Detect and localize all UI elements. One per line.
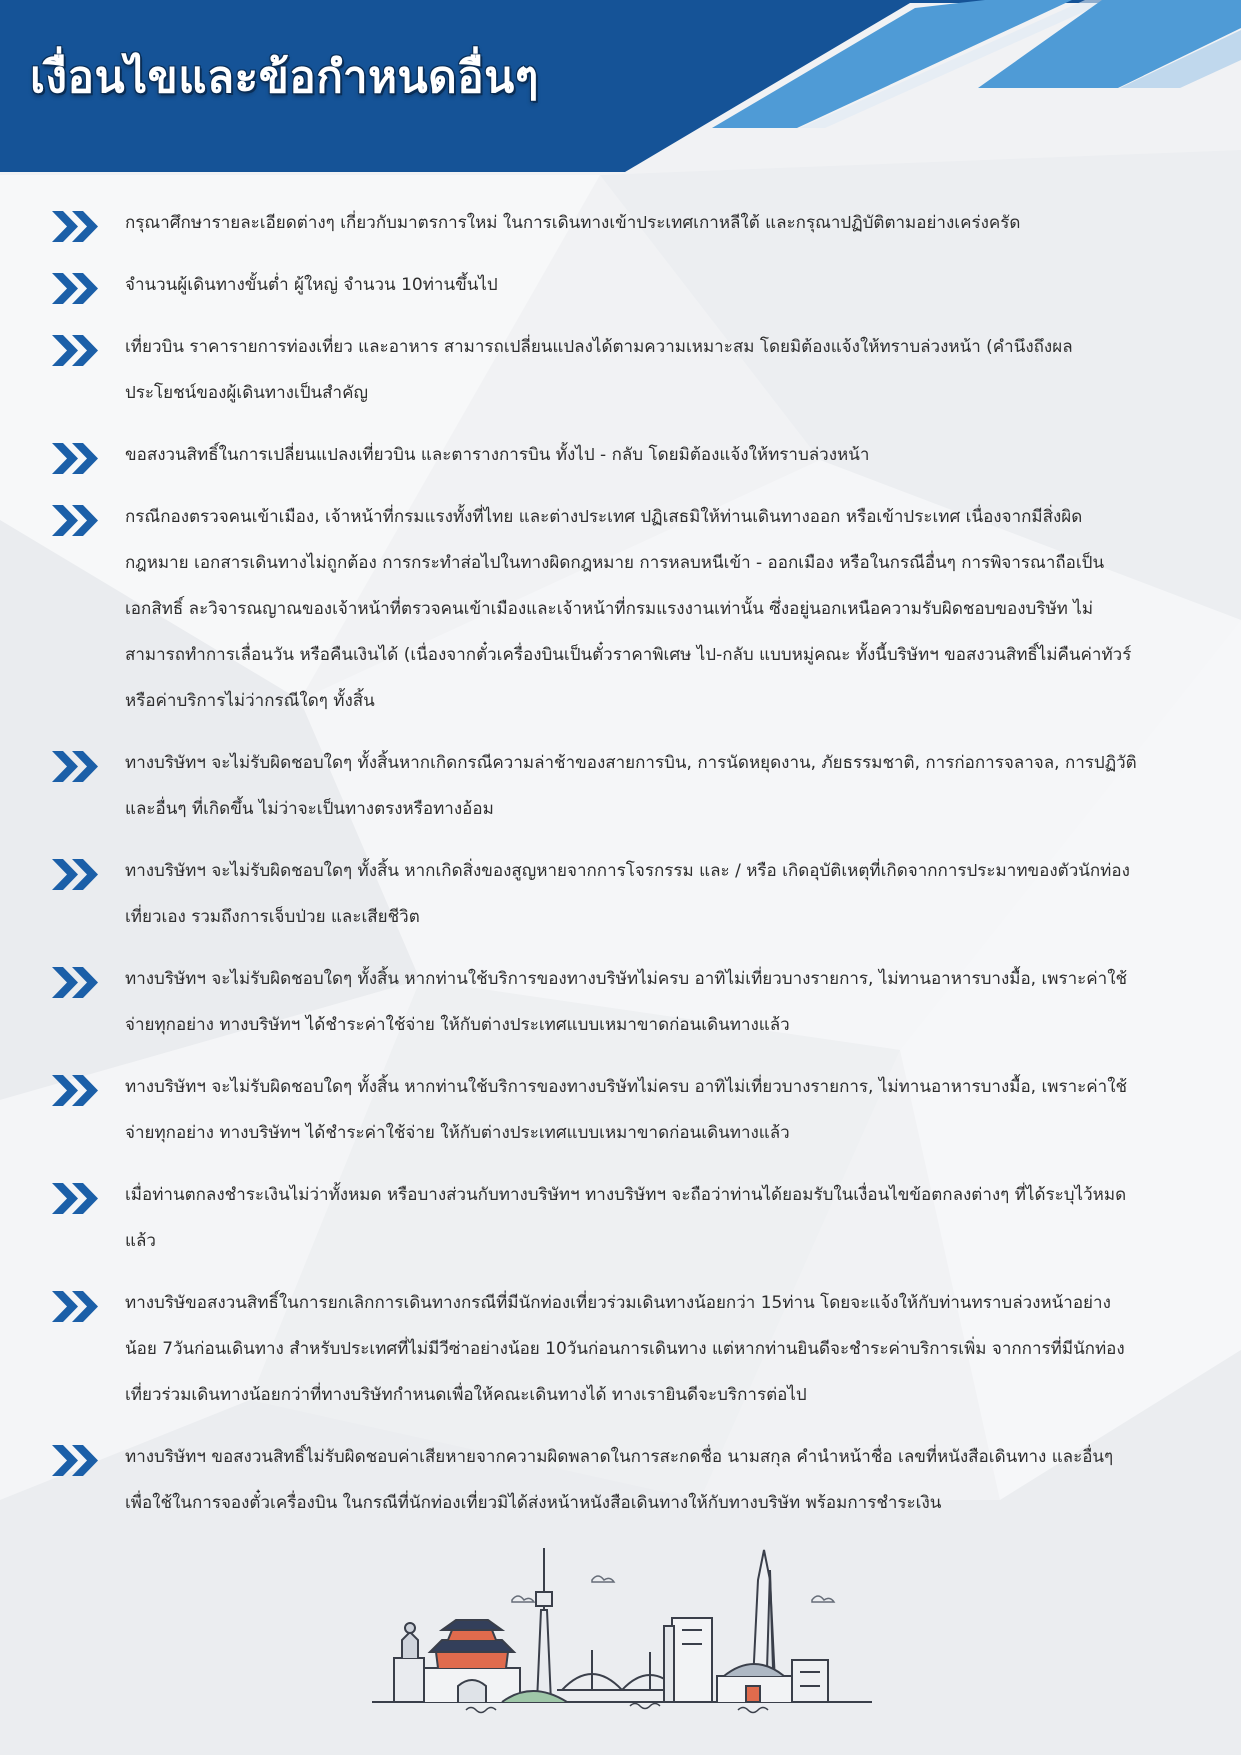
double-chevron-right-icon	[52, 1075, 98, 1106]
term-item	[52, 324, 1142, 416]
term-item	[52, 262, 1142, 308]
page-title: เงื่อนไขและข้อกำหนดอื่นๆ	[30, 52, 539, 103]
double-chevron-right-icon	[52, 505, 98, 536]
double-chevron-right-icon	[52, 1445, 98, 1476]
term-text: กรณีกองตรวจคนเข้าเมือง, เจ้าหน้าที่กรมแรงทั้งที่ไทย และต่างประเทศ ปฏิเสธมิให้ท่านเดินทางออก หรือเข้าประเทศ เนื่องจากมีสิ่งผิดกฎหมาย เอกสารเดินทางไม่ถูกต้อง การกระทำส่อไปในทางผิดกฎหมาย การหลบหนีเข้า - ออกเมือง หรือในกรณีอื่นๆ การพิจารณาถือเป็นเอกสิทธิ์ ละวิจารณญาณของเจ้าหน้าที่ตรวจคนเข้าเมืองและเจ้าหน้าที่กรมแรงงานเท่านั้น ซึ่งอยู่นอกเหนือความรับผิดชอบของบริษัท ไม่สามารถทำการเลื่อนวัน หรือคืนเงินได้ (เนื่องจากตั๋วเครื่องบินเป็นตั๋วราคาพิเศษ ไป-กลับ แบบหมู่คณะ ทั้งนี้บริษัทฯ ขอสงวนสิทธิ์ไม่คืนค่าทัวร์ หรือค่าบริการไม่ว่ากรณีใดๆ ทั้งสิ้น	[125, 507, 1132, 711]
double-chevron-right-icon	[52, 859, 98, 890]
term-item	[52, 848, 1142, 940]
term-text: จำนวนผู้เดินทางขั้นต่ำ ผู้ใหญ่ จำนวน 10ท่านขึ้นไป	[125, 275, 498, 295]
term-text: กรุณาศึกษารายละเอียดต่างๆ เกี่ยวกับมาตรการใหม่ ในการเดินทางเข้าประเทศเกาหลีใต้ และกรุณาปฏิบัติตามอย่างเคร่งครัด	[125, 213, 1021, 233]
double-chevron-right-icon	[52, 211, 98, 242]
double-chevron-right-icon	[52, 1183, 98, 1214]
term-text: เที่ยวบิน ราคารายการท่องเที่ยว และอาหาร สามารถเปลี่ยนแปลงได้ตามความเหมาะสม โดยมิต้องแจ้งให้ทราบล่วงหน้า (คำนึงถึงผลประโยชน์ของผู้เดินทางเป็นสำคัญ	[125, 337, 1073, 403]
double-chevron-right-icon	[52, 751, 98, 782]
term-item	[52, 956, 1142, 1048]
term-text: ขอสงวนสิทธิ์ในการเปลี่ยนแปลงเที่ยวบิน และตารางการบิน ทั้งไป - กลับ โดยมิต้องแจ้งให้ทราบล่วงหน้า	[125, 445, 870, 465]
term-text: ทางบริษัทฯ จะไม่รับผิดชอบใดๆ ทั้งสิ้นหากเกิดกรณีความล่าช้าของสายการบิน, การนัดหยุดงาน, ภัยธรรมชาติ, การก่อการจลาจล, การปฏิวัติและอื่นๆ ที่เกิดขึ้น ไม่ว่าจะเป็นทางตรงหรือทางอ้อม	[125, 753, 1137, 819]
term-text: ทางบริษัทฯ ขอสงวนสิทธิ์ไม่รับผิดชอบค่าเสียหายจากความผิดพลาดในการสะกดชื่อ นามสกุล คำนำหน้าชื่อ เลขที่หนังสือเดินทาง และอื่นๆ เพื่อใช้ในการจองตั๋วเครื่องบิน ในกรณีที่นักท่องเที่ยวมิได้ส่งหน้าหนังสือเดินทางให้กับทางบริษัท พร้อมการชำระเงิน	[125, 1447, 1114, 1513]
term-item	[52, 1172, 1142, 1264]
term-item	[52, 432, 1142, 478]
term-text: ทางบริษัขอสงวนสิทธิ์ในการยกเลิกการเดินทางกรณีที่มีนักท่องเที่ยวร่วมเดินทางน้อยกว่า 15ท่าน โดยจะแจ้งให้กับท่านทราบล่วงหน้าอย่างน้อย 7วันก่อนเดินทาง สำหรับประเทศที่ไม่มีวีซ่าอย่างน้อย 10วันก่อนการเดินทาง แต่หากท่านยินดีจะชำระค่าบริการเพิ่ม จากการที่มีนักท่องเที่ยวร่วมเดินทางน้อยกว่าที่ทางบริษัทกำหนดเพื่อให้คณะเดินทางได้ ทางเรายินดีจะบริการต่อไป	[125, 1293, 1125, 1405]
double-chevron-right-icon	[52, 967, 98, 998]
term-text: ทางบริษัทฯ จะไม่รับผิดชอบใดๆ ทั้งสิ้น หากท่านใช้บริการของทางบริษัทไม่ครบ อาทิไม่เที่ยวบางรายการ, ไม่ทานอาหารบางมื้อ, เพราะค่าใช้จ่ายทุกอย่าง ทางบริษัทฯ ได้ชำระค่าใช้จ่าย ให้กับต่างประเทศแบบเหมาขาดก่อนเดินทางแล้ว	[125, 1077, 1128, 1143]
seoul-skyline-illustration	[372, 1540, 872, 1725]
term-item	[52, 1434, 1142, 1526]
terms-list	[52, 200, 1142, 1542]
term-text: เมื่อท่านตกลงชำระเงินไม่ว่าทั้งหมด หรือบางส่วนกับทางบริษัทฯ ทางบริษัทฯ จะถือว่าท่านได้ยอมรับในเงื่อนไขข้อตกลงต่างๆ ที่ได้ระบุไว้หมดแล้ว	[125, 1185, 1127, 1251]
term-text: ทางบริษัทฯ จะไม่รับผิดชอบใดๆ ทั้งสิ้น หากเกิดสิ่งของสูญหายจากการโจรกรรม และ / หรือ เกิดอุบัติเหตุที่เกิดจากการประมาทของตัวนักท่องเที่ยวเอง รวมถึงการเจ็บป่วย และเสียชีวิต	[125, 861, 1130, 927]
double-chevron-right-icon	[52, 1291, 98, 1322]
term-item	[52, 1064, 1142, 1156]
double-chevron-right-icon	[52, 443, 98, 474]
term-item	[52, 740, 1142, 832]
term-text: ทางบริษัทฯ จะไม่รับผิดชอบใดๆ ทั้งสิ้น หากท่านใช้บริการของทางบริษัทไม่ครบ อาทิไม่เที่ยวบางรายการ, ไม่ทานอาหารบางมื้อ, เพราะค่าใช้จ่ายทุกอย่าง ทางบริษัทฯ ได้ชำระค่าใช้จ่าย ให้กับต่างประเทศแบบเหมาขาดก่อนเดินทางแล้ว	[125, 969, 1128, 1035]
term-item	[52, 494, 1142, 724]
double-chevron-right-icon	[52, 335, 98, 366]
term-item	[52, 200, 1142, 246]
term-item	[52, 1280, 1142, 1418]
water-waves	[460, 1700, 790, 1720]
double-chevron-right-icon	[52, 273, 98, 304]
